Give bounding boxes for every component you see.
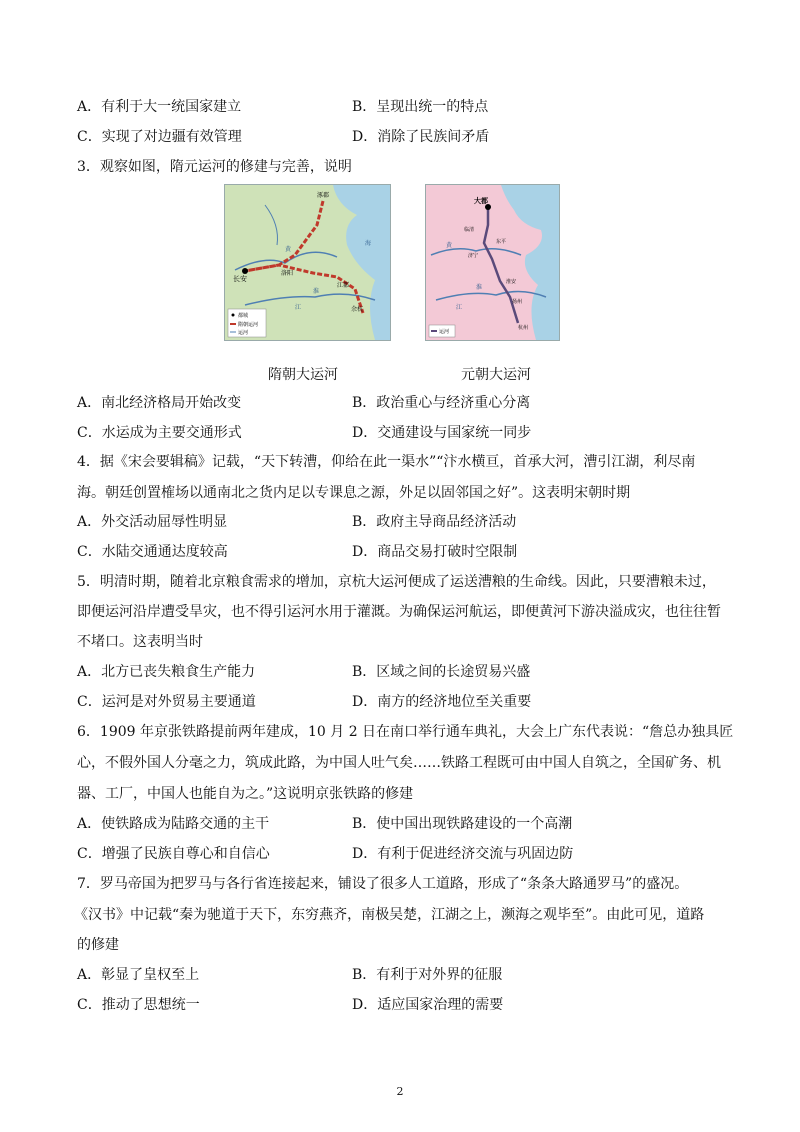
q3-stem: 3．观察如图，隋元运河的修建与完善，说明: [77, 159, 352, 175]
q4-option-d: D．商品交易打破时空限制: [352, 544, 518, 560]
q4-option-a: A．外交活动屈辱性明显: [77, 514, 228, 530]
sui-label-jiangdu: 江都: [337, 282, 350, 289]
yuan-label-hangzhou: 杭州: [518, 325, 529, 331]
yuan-label-dongping: 东平: [496, 239, 507, 245]
q5-stem-line-2: 即便运河沿岸遭受旱灾，也不得引运河水用于灌溉。为确保运河航运，即便黄河下游决溢成灾，也往往暂: [77, 604, 721, 620]
yuan-label-huaian: 淮安: [506, 279, 517, 285]
sui-label-huai: 淮: [313, 288, 320, 295]
q4-stem-line-1: 4．据《宋会要辑稿》记载，“天下转漕，仰给在此一渠水”“汴水横亘，首承大河，漕引江湖，利尽南: [77, 454, 696, 470]
q6-option-c: C．增强了民族自尊心和自信心: [77, 846, 270, 862]
q7-option-d: D．适应国家治理的需要: [352, 997, 504, 1013]
yuan-map-caption: 元朝大运河: [461, 367, 531, 383]
yuan-label-linqing: 临清: [464, 227, 475, 233]
sui-legend-canal: 运河: [238, 330, 249, 336]
q3-option-d: D．交通建设与国家统一同步: [352, 425, 532, 441]
q4-option-c: C．水陆交通通达度较高: [77, 544, 228, 560]
yuan-label-huang: 黄: [446, 242, 453, 249]
q5-option-a: A．北方已丧失粮食生产能力: [77, 664, 256, 680]
q2-option-c: C．实现了对边疆有效管理: [77, 129, 242, 145]
q5-option-d: D．南方的经济地位至关重要: [352, 694, 532, 710]
q5-stem-line-3: 不堵口。这表明当时: [77, 634, 203, 650]
q5-stem-line-1: 5．明清时期，随着北京粮食需求的增加，京杭大运河便成了运送漕粮的生命线。因此，只要漕粮未过，: [77, 574, 716, 590]
q7-option-a: A．彰显了皇权至上: [77, 967, 200, 983]
q3-option-a: A．南北经济格局开始改变: [77, 395, 242, 411]
yuan-label-yangzhou: 扬州: [512, 299, 523, 305]
q7-option-c: C．推动了思想统一: [77, 997, 200, 1013]
yuan-label-dadu: 大都: [474, 196, 488, 205]
q5-option-c: C．运河是对外贸易主要通道: [77, 694, 256, 710]
q7-stem-line-3: 的修建: [77, 937, 119, 953]
q2-option-b: B．呈现出统一的特点: [352, 99, 489, 115]
q2-option-a: A．有利于大一统国家建立: [77, 99, 242, 115]
sui-legend-capital: 都城: [238, 313, 249, 319]
sui-label-luoyang: 洛阳: [281, 270, 294, 277]
sui-label-zhuojun: 涿郡: [317, 192, 330, 199]
q5-option-b: B．区域之间的长途贸易兴盛: [352, 664, 531, 680]
q6-option-a: A．使铁路成为陆路交通的主干: [77, 816, 270, 832]
sui-label-huang: 黄: [285, 246, 292, 253]
sui-label-jiang: 江: [295, 304, 302, 311]
q3-option-b: B．政治重心与经济重心分离: [352, 395, 531, 411]
q7-stem-line-2: 《汉书》中记载“秦为驰道于天下，东穷燕齐，南极吴楚，江湖之上，濒海之观毕至”。由此可见，道路: [74, 907, 705, 923]
sui-label-changan: 长安: [233, 275, 247, 283]
sui-canal-map: [224, 184, 391, 341]
yuan-label-huai: 淮: [476, 284, 483, 291]
q4-option-b: B．政府主导商品经济活动: [352, 514, 517, 530]
q4-stem-line-2: 海。朝廷创置榷场以通南北之货内足以专课息之源，外足以固邻国之好”。这表明宋朝时期: [77, 485, 631, 501]
yuan-label-jining: 济宁: [468, 253, 479, 259]
q6-option-d: D．有利于促进经济交流与巩固边防: [352, 846, 574, 862]
yuan-canal-map: [425, 184, 560, 341]
q2-option-d: D．消除了民族间矛盾: [352, 129, 490, 145]
yuan-label-jiang: 江: [456, 304, 463, 311]
q3-option-c: C．水运成为主要交通形式: [77, 425, 242, 441]
sui-legend-sui-canal: 隋朝运河: [238, 322, 259, 328]
q6-stem-line-3: 器、工厂，中国人也能自为之。”这说明京张铁路的修建: [77, 786, 414, 802]
q6-option-b: B．使中国出现铁路建设的一个高潮: [352, 816, 573, 832]
yuan-legend-canal: 运河: [439, 329, 450, 335]
sui-label-hai: 海: [365, 240, 372, 247]
q6-stem-line-2: 心，不假外国人分毫之力，筑成此路，为中国人吐气矣……铁路工程既可由中国人自筑之，全国矿务、机: [77, 755, 721, 771]
page-number: 2: [396, 1085, 404, 1098]
q7-stem-line-1: 7．罗马帝国为把罗马与各行省连接起来，铺设了很多人工道路，形成了“条条大路通罗马”的盛况。: [77, 876, 689, 892]
sui-label-yuhang: 余杭: [351, 306, 364, 313]
sui-map-caption: 隋朝大运河: [268, 367, 338, 383]
q7-option-b: B．有利于对外界的征服: [352, 967, 503, 983]
q6-stem-line-1: 6．1909 年京张铁路提前两年建成，10 月 2 日在南口举行通车典礼，大会上广东代表说：“詹总办独具匠: [77, 724, 734, 740]
